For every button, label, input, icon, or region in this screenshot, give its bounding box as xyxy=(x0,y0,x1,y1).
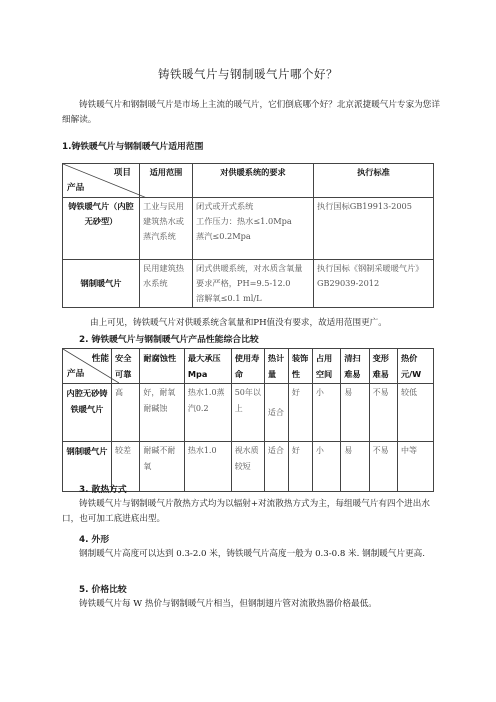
section5-text: 铸铁暖气片每 W 热价与钢制暖气片相当，但钢制翅片管对流散热器价格最低。 xyxy=(79,599,377,609)
header-cell: 占用空间 xyxy=(312,349,340,384)
performance-table xyxy=(62,348,434,492)
value-cell: 不易 xyxy=(369,384,397,442)
value-cell: 适合 xyxy=(264,442,288,492)
header-cell: 装饰性 xyxy=(288,349,312,384)
requirement-line: 溶解氧≤0.1 ml/L xyxy=(196,293,262,303)
scope-cell: 工业与民用建筑热水或蒸汽系统 xyxy=(140,198,193,260)
requirement-cell xyxy=(193,198,314,260)
corner-label-item: 项目 xyxy=(113,168,131,178)
header-cell: 热计量 xyxy=(264,349,288,384)
section5-heading: 5. 价格比较 xyxy=(79,585,127,595)
corner-label-product: 产品 xyxy=(67,369,85,379)
value-cell: 好 xyxy=(288,442,312,492)
product-cell: 内腔无砂铸铁暖气片 xyxy=(63,384,112,442)
table-row xyxy=(63,384,434,442)
value-cell: 较低 xyxy=(397,384,433,442)
requirement-cell xyxy=(193,260,314,308)
value-cell: 小 xyxy=(312,442,340,492)
section1-note: 由上可见，铸铁暖气片对供暖系统含氧量和PH值没有要求，故适用范围更广。 xyxy=(90,318,387,328)
section3-text: 铸铁暖气片与钢制暖气片散热方式均为以辐射+对流散热方式为主，每组暖气片有四个进出水口，也可加工底进底出型。 xyxy=(62,499,430,524)
value-cell: 不易 xyxy=(369,442,397,492)
value-cell: 高 xyxy=(112,384,140,442)
value-cell: 小 xyxy=(312,384,340,442)
scope-cell: 民用建筑热水系统 xyxy=(140,260,193,308)
table1-corner-cell xyxy=(63,164,140,198)
standard-cell: 执行国标《钢制采暖暖气片》GB29039-2012 xyxy=(314,260,434,308)
value-cell: 视水质较短 xyxy=(231,442,264,492)
requirement-line: 蒸汽≤0.2Mpa xyxy=(196,231,251,241)
header-cell: 使用寿命 xyxy=(231,349,264,384)
section4-heading: 4. 外形 xyxy=(79,535,110,545)
section1-heading: 1.铸铁暖气片与钢制暖气片适用范围 xyxy=(62,142,204,152)
requirement-line: 闭式供暖系统，对水质含氧量要求严格，PH=9.5-12.0 xyxy=(196,263,303,288)
value-cell: 热水1.0 xyxy=(184,442,231,492)
table-row xyxy=(63,260,434,308)
header-cell: 热价元/W xyxy=(397,349,433,384)
header-standard: 执行标准 xyxy=(314,164,434,198)
intro-paragraph: 铸铁暖气片和钢制暖气片是市场上主流的暖气片，它们倒底哪个好？北京派捷暖气片专家为您详细解读。 xyxy=(62,100,440,125)
corner-label-performance: 性能 xyxy=(91,354,109,364)
corner-label-product: 产品 xyxy=(67,183,85,193)
value-cell: 50年以上 xyxy=(231,384,264,442)
requirement-line: 工作压力：热水≤1.0Mpa xyxy=(196,216,292,226)
header-cell: 变形难易 xyxy=(369,349,397,384)
table2-corner-cell xyxy=(63,349,112,384)
product-cell: 铸铁暖气片（内腔无砂型） xyxy=(63,198,140,260)
section3-heading: 3. 散热方式 xyxy=(79,485,127,495)
value-cell: 耐碱不耐氧 xyxy=(140,442,184,492)
value-cell: 好，耐氧耐碱蚀 xyxy=(140,384,184,442)
value-cell: 热水1.0蒸汽0.2 xyxy=(184,384,231,442)
value-cell: 易 xyxy=(341,442,369,492)
header-cell: 耐腐蚀性 xyxy=(140,349,184,384)
value-cell: 好 xyxy=(288,384,312,442)
product-cell: 钢制暖气片 xyxy=(63,442,112,492)
product-cell: 钢制暖气片 xyxy=(63,260,140,308)
value-cell: 较差 xyxy=(112,442,140,492)
section4-text: 钢制暖气片高度可以达到 0.3-2.0 米，铸铁暖气片高度一般为 0.3-0.8 米. 钢制暖气片更高. xyxy=(79,549,426,559)
header-scope: 适用范围 xyxy=(140,164,193,198)
section2-heading: 2. 铸铁暖气片与钢制暖气片产品性能综合比较 xyxy=(79,335,259,345)
page-title: 铸铁暖气片与钢制暖气片哪个好？ xyxy=(158,67,338,81)
value-cell: 中等 xyxy=(397,442,433,492)
header-cell: 清扫难易 xyxy=(341,349,369,384)
scope-table xyxy=(62,163,434,308)
value-cell: 易 xyxy=(341,384,369,442)
header-cell: 安全可靠 xyxy=(112,349,140,384)
value-cell: 适合 xyxy=(264,384,288,442)
header-cell: 最大承压Mpa xyxy=(184,349,231,384)
requirement-line: 闭式或开式系统 xyxy=(196,201,254,211)
table-row xyxy=(63,198,434,260)
header-requirement: 对供暖系统的要求 xyxy=(193,164,314,198)
standard-cell: 执行国标GB19913-2005 xyxy=(314,198,434,260)
